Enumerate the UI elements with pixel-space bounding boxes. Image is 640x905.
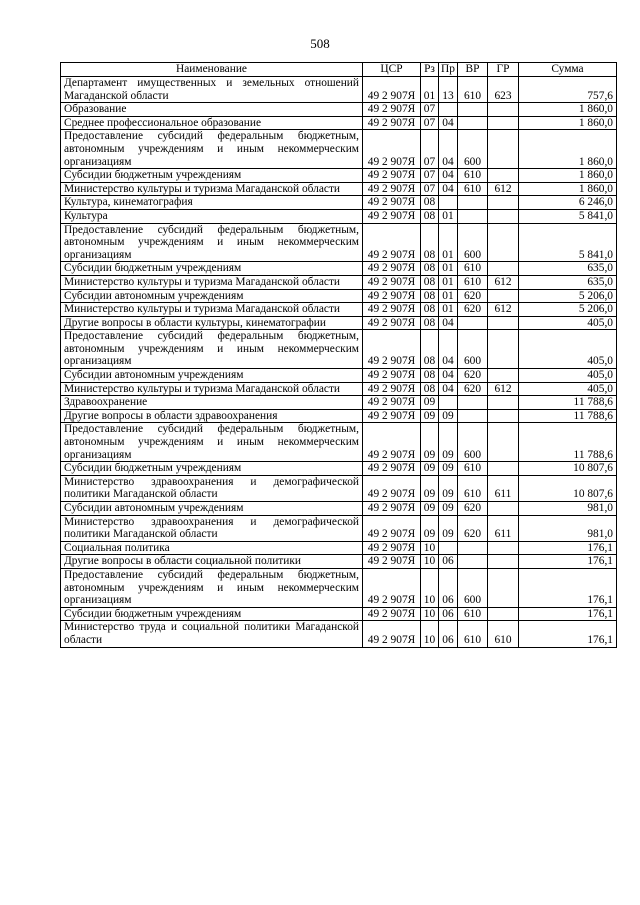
cell-rz: 09	[421, 502, 439, 516]
cell-pr	[439, 541, 458, 555]
cell-sum: 405,0	[519, 330, 617, 369]
table-row	[61, 382, 617, 396]
cell-vr	[458, 555, 488, 569]
table-row	[61, 275, 617, 289]
cell-pr: 04	[439, 369, 458, 383]
cell-sum: 11 788,6	[519, 396, 617, 410]
cell-sum: 176,1	[519, 621, 617, 647]
cell-rz: 01	[421, 77, 439, 103]
cell-csr: 49 2 907Я	[363, 103, 421, 117]
cell-name: Социальная политика	[61, 541, 363, 555]
cell-sum: 5 206,0	[519, 289, 617, 303]
cell-csr: 49 2 907Я	[363, 382, 421, 396]
cell-csr: 49 2 907Я	[363, 369, 421, 383]
table-row	[61, 369, 617, 383]
cell-vr: 610	[458, 275, 488, 289]
cell-rz: 08	[421, 369, 439, 383]
cell-rz: 08	[421, 289, 439, 303]
cell-rz: 10	[421, 541, 439, 555]
cell-gr	[488, 209, 519, 223]
cell-csr: 49 2 907Я	[363, 423, 421, 462]
cell-name: Субсидии бюджетным учреждениям	[61, 169, 363, 183]
cell-gr	[488, 369, 519, 383]
cell-sum: 405,0	[519, 382, 617, 396]
table-body	[61, 77, 617, 648]
cell-gr	[488, 541, 519, 555]
cell-name: Субсидии бюджетным учреждениям	[61, 607, 363, 621]
cell-rz: 08	[421, 223, 439, 262]
cell-csr: 49 2 907Я	[363, 275, 421, 289]
table-row	[61, 396, 617, 410]
cell-csr: 49 2 907Я	[363, 169, 421, 183]
cell-name: Министерство здравоохранения и демографической политики Магаданской области	[61, 515, 363, 541]
cell-csr: 49 2 907Я	[363, 541, 421, 555]
cell-rz: 10	[421, 568, 439, 607]
cell-gr	[488, 462, 519, 476]
table-row	[61, 262, 617, 276]
cell-pr: 04	[439, 169, 458, 183]
cell-rz: 08	[421, 275, 439, 289]
cell-gr	[488, 607, 519, 621]
table-row	[61, 409, 617, 423]
cell-gr: 623	[488, 77, 519, 103]
cell-vr: 610	[458, 262, 488, 276]
cell-sum: 5 206,0	[519, 303, 617, 317]
cell-name: Предоставление субсидий федеральным бюджетным, автономным учреждениям и иным некоммерческим организациям	[61, 130, 363, 169]
table-row	[61, 103, 617, 117]
cell-csr: 49 2 907Я	[363, 196, 421, 210]
table-row	[61, 515, 617, 541]
cell-sum: 176,1	[519, 555, 617, 569]
cell-gr: 612	[488, 275, 519, 289]
cell-name: Министерство культуры и туризма Магаданской области	[61, 182, 363, 196]
cell-name: Другие вопросы в области здравоохранения	[61, 409, 363, 423]
cell-sum: 405,0	[519, 369, 617, 383]
cell-rz: 07	[421, 103, 439, 117]
cell-csr: 49 2 907Я	[363, 502, 421, 516]
cell-pr: 01	[439, 209, 458, 223]
cell-sum: 11 788,6	[519, 409, 617, 423]
cell-rz: 09	[421, 396, 439, 410]
cell-pr: 09	[439, 475, 458, 501]
cell-csr: 49 2 907Я	[363, 462, 421, 476]
header-csr: ЦСР	[363, 63, 421, 77]
cell-name: Предоставление субсидий федеральным бюджетным, автономным учреждениям и иным некоммерческим организациям	[61, 223, 363, 262]
cell-gr: 611	[488, 475, 519, 501]
cell-vr: 620	[458, 369, 488, 383]
table-row	[61, 462, 617, 476]
cell-gr	[488, 502, 519, 516]
cell-pr	[439, 396, 458, 410]
table-row	[61, 555, 617, 569]
cell-sum: 405,0	[519, 316, 617, 330]
cell-rz: 07	[421, 182, 439, 196]
cell-name: Образование	[61, 103, 363, 117]
cell-name: Субсидии автономным учреждениям	[61, 289, 363, 303]
cell-gr	[488, 568, 519, 607]
cell-vr: 600	[458, 568, 488, 607]
table-row	[61, 130, 617, 169]
cell-pr: 01	[439, 275, 458, 289]
table-row	[61, 568, 617, 607]
cell-pr: 01	[439, 289, 458, 303]
cell-gr	[488, 116, 519, 130]
table-row	[61, 116, 617, 130]
cell-gr	[488, 223, 519, 262]
table-row	[61, 316, 617, 330]
cell-sum: 757,6	[519, 77, 617, 103]
cell-name: Другие вопросы в области культуры, кинематографии	[61, 316, 363, 330]
cell-sum: 635,0	[519, 275, 617, 289]
cell-gr	[488, 409, 519, 423]
cell-vr	[458, 116, 488, 130]
cell-sum: 176,1	[519, 568, 617, 607]
cell-csr: 49 2 907Я	[363, 77, 421, 103]
cell-csr: 49 2 907Я	[363, 182, 421, 196]
header-vr: ВР	[458, 63, 488, 77]
cell-gr	[488, 196, 519, 210]
cell-pr: 01	[439, 262, 458, 276]
table-row	[61, 209, 617, 223]
cell-vr	[458, 396, 488, 410]
cell-vr: 610	[458, 77, 488, 103]
cell-pr: 09	[439, 515, 458, 541]
cell-pr: 09	[439, 502, 458, 516]
cell-rz: 10	[421, 607, 439, 621]
cell-rz: 09	[421, 515, 439, 541]
cell-sum: 981,0	[519, 502, 617, 516]
cell-sum: 5 841,0	[519, 223, 617, 262]
cell-gr	[488, 423, 519, 462]
cell-name: Здравоохранение	[61, 396, 363, 410]
cell-rz: 10	[421, 555, 439, 569]
header-sum: Сумма	[519, 63, 617, 77]
cell-vr: 620	[458, 382, 488, 396]
cell-sum: 1 860,0	[519, 182, 617, 196]
cell-sum: 981,0	[519, 515, 617, 541]
cell-csr: 49 2 907Я	[363, 289, 421, 303]
table-row	[61, 182, 617, 196]
cell-pr: 04	[439, 330, 458, 369]
cell-gr: 612	[488, 182, 519, 196]
cell-gr	[488, 262, 519, 276]
cell-rz: 07	[421, 130, 439, 169]
cell-pr: 06	[439, 621, 458, 647]
cell-rz: 07	[421, 169, 439, 183]
cell-vr: 620	[458, 502, 488, 516]
cell-rz: 08	[421, 330, 439, 369]
cell-pr: 04	[439, 182, 458, 196]
table-row	[61, 196, 617, 210]
cell-rz: 09	[421, 462, 439, 476]
cell-vr: 600	[458, 130, 488, 169]
cell-csr: 49 2 907Я	[363, 621, 421, 647]
cell-rz: 07	[421, 116, 439, 130]
cell-sum: 176,1	[519, 607, 617, 621]
cell-vr	[458, 196, 488, 210]
cell-name: Предоставление субсидий федеральным бюджетным, автономным учреждениям и иным некоммерческим организациям	[61, 568, 363, 607]
cell-gr	[488, 555, 519, 569]
cell-pr	[439, 196, 458, 210]
cell-gr	[488, 316, 519, 330]
table-row	[61, 607, 617, 621]
cell-gr	[488, 103, 519, 117]
cell-sum: 1 860,0	[519, 103, 617, 117]
table-row	[61, 502, 617, 516]
cell-csr: 49 2 907Я	[363, 303, 421, 317]
table-row	[61, 169, 617, 183]
cell-pr: 04	[439, 382, 458, 396]
table-row	[61, 621, 617, 647]
cell-pr: 06	[439, 568, 458, 607]
cell-sum: 10 807,6	[519, 475, 617, 501]
cell-csr: 49 2 907Я	[363, 130, 421, 169]
cell-rz: 09	[421, 475, 439, 501]
header-name: Наименование	[61, 63, 363, 77]
cell-name: Субсидии бюджетным учреждениям	[61, 262, 363, 276]
cell-csr: 49 2 907Я	[363, 223, 421, 262]
cell-pr: 04	[439, 316, 458, 330]
cell-rz: 09	[421, 409, 439, 423]
cell-csr: 49 2 907Я	[363, 396, 421, 410]
cell-sum: 5 841,0	[519, 209, 617, 223]
cell-vr: 600	[458, 423, 488, 462]
cell-sum: 1 860,0	[519, 169, 617, 183]
cell-vr	[458, 541, 488, 555]
cell-vr	[458, 316, 488, 330]
cell-pr: 13	[439, 77, 458, 103]
cell-csr: 49 2 907Я	[363, 209, 421, 223]
cell-sum: 11 788,6	[519, 423, 617, 462]
cell-name: Министерство культуры и туризма Магаданской области	[61, 303, 363, 317]
cell-pr: 06	[439, 607, 458, 621]
cell-name: Министерство труда и социальной политики Магаданской области	[61, 621, 363, 647]
cell-name: Департамент имущественных и земельных отношений Магаданской области	[61, 77, 363, 103]
cell-gr: 610	[488, 621, 519, 647]
cell-name: Предоставление субсидий федеральным бюджетным, автономным учреждениям и иным некоммерческим организациям	[61, 423, 363, 462]
cell-pr: 09	[439, 462, 458, 476]
table-row	[61, 289, 617, 303]
table-header-row	[61, 63, 617, 77]
cell-csr: 49 2 907Я	[363, 262, 421, 276]
table-row	[61, 541, 617, 555]
cell-csr: 49 2 907Я	[363, 607, 421, 621]
cell-vr: 620	[458, 303, 488, 317]
cell-csr: 49 2 907Я	[363, 568, 421, 607]
cell-name: Субсидии автономным учреждениям	[61, 369, 363, 383]
cell-rz: 09	[421, 423, 439, 462]
cell-vr: 610	[458, 621, 488, 647]
page-number: 508	[310, 36, 330, 51]
table-row	[61, 303, 617, 317]
cell-name: Министерство здравоохранения и демографической политики Магаданской области	[61, 475, 363, 501]
cell-gr	[488, 396, 519, 410]
cell-pr: 01	[439, 223, 458, 262]
cell-gr	[488, 330, 519, 369]
cell-vr	[458, 209, 488, 223]
cell-csr: 49 2 907Я	[363, 330, 421, 369]
table-row	[61, 77, 617, 103]
cell-pr: 09	[439, 423, 458, 462]
cell-sum: 1 860,0	[519, 130, 617, 169]
cell-gr	[488, 289, 519, 303]
cell-vr: 610	[458, 182, 488, 196]
cell-pr: 04	[439, 130, 458, 169]
cell-rz: 10	[421, 621, 439, 647]
cell-name: Субсидии автономным учреждениям	[61, 502, 363, 516]
cell-vr	[458, 103, 488, 117]
cell-sum: 6 246,0	[519, 196, 617, 210]
cell-gr: 612	[488, 382, 519, 396]
cell-vr: 610	[458, 169, 488, 183]
budget-table	[60, 62, 617, 648]
cell-pr	[439, 103, 458, 117]
table-row	[61, 223, 617, 262]
cell-name: Другие вопросы в области социальной политики	[61, 555, 363, 569]
cell-vr: 610	[458, 462, 488, 476]
cell-name: Культура, кинематография	[61, 196, 363, 210]
header-pr: Пр	[439, 63, 458, 77]
cell-name: Предоставление субсидий федеральным бюджетным, автономным учреждениям и иным некоммерческим организациям	[61, 330, 363, 369]
header-rz: Рз	[421, 63, 439, 77]
cell-pr: 06	[439, 555, 458, 569]
cell-rz: 08	[421, 382, 439, 396]
cell-rz: 08	[421, 316, 439, 330]
header-gr: ГР	[488, 63, 519, 77]
table-row	[61, 423, 617, 462]
cell-gr	[488, 169, 519, 183]
cell-name: Субсидии бюджетным учреждениям	[61, 462, 363, 476]
table-row	[61, 475, 617, 501]
cell-pr: 04	[439, 116, 458, 130]
cell-sum: 635,0	[519, 262, 617, 276]
cell-name: Министерство культуры и туризма Магаданской области	[61, 382, 363, 396]
cell-rz: 08	[421, 303, 439, 317]
cell-csr: 49 2 907Я	[363, 409, 421, 423]
cell-sum: 1 860,0	[519, 116, 617, 130]
cell-vr: 610	[458, 607, 488, 621]
cell-name: Культура	[61, 209, 363, 223]
cell-gr: 611	[488, 515, 519, 541]
cell-gr: 612	[488, 303, 519, 317]
cell-csr: 49 2 907Я	[363, 475, 421, 501]
table-row	[61, 330, 617, 369]
cell-gr	[488, 130, 519, 169]
cell-pr: 01	[439, 303, 458, 317]
cell-rz: 08	[421, 209, 439, 223]
cell-csr: 49 2 907Я	[363, 515, 421, 541]
cell-csr: 49 2 907Я	[363, 116, 421, 130]
cell-rz: 08	[421, 196, 439, 210]
cell-vr: 620	[458, 289, 488, 303]
cell-csr: 49 2 907Я	[363, 555, 421, 569]
cell-vr: 620	[458, 515, 488, 541]
cell-pr: 09	[439, 409, 458, 423]
cell-csr: 49 2 907Я	[363, 316, 421, 330]
cell-rz: 08	[421, 262, 439, 276]
cell-vr: 610	[458, 475, 488, 501]
cell-sum: 176,1	[519, 541, 617, 555]
cell-name: Министерство культуры и туризма Магаданской области	[61, 275, 363, 289]
cell-name: Среднее профессиональное образование	[61, 116, 363, 130]
cell-sum: 10 807,6	[519, 462, 617, 476]
cell-vr: 600	[458, 223, 488, 262]
cell-vr: 600	[458, 330, 488, 369]
cell-vr	[458, 409, 488, 423]
